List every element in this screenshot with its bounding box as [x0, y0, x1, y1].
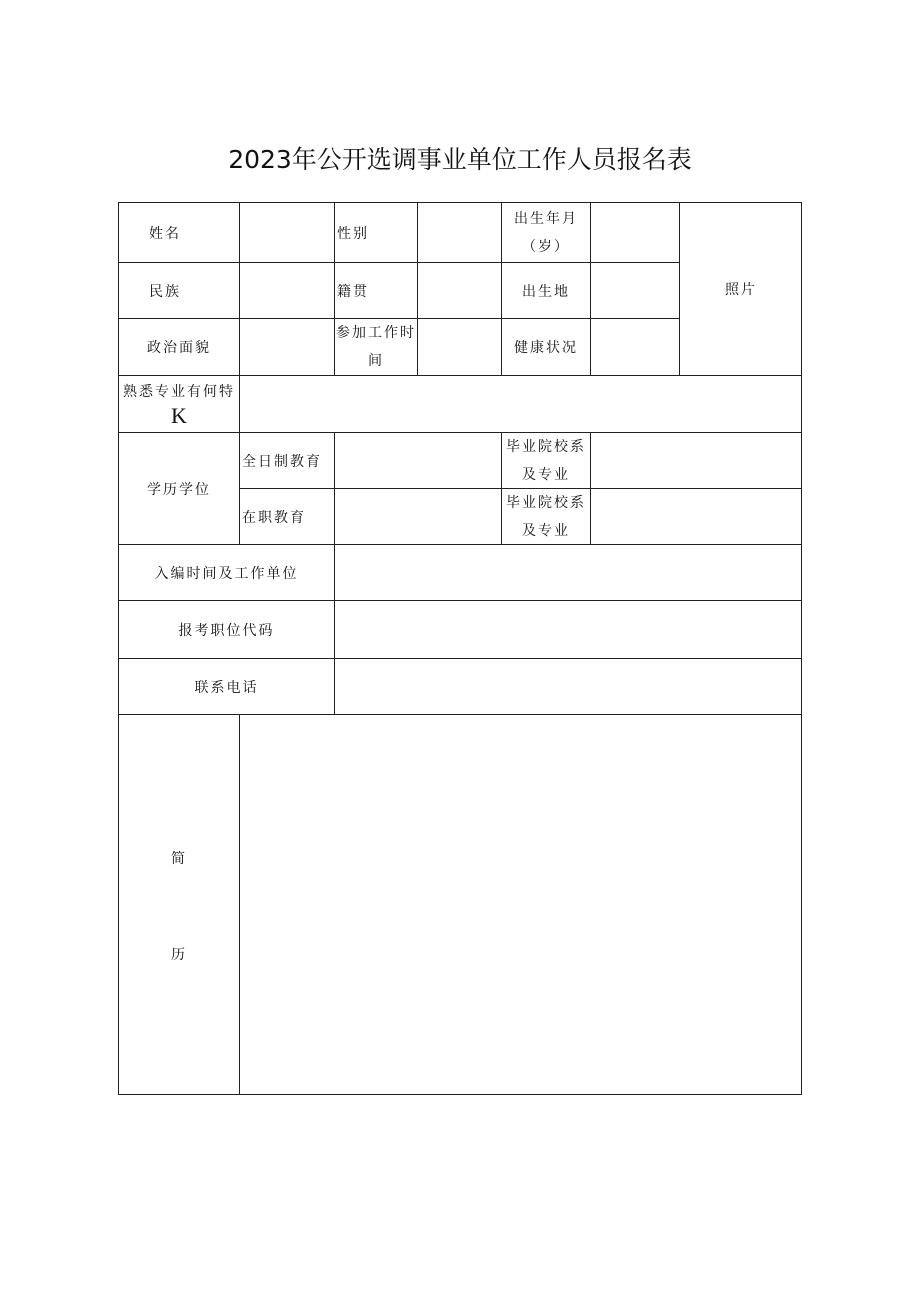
fulltime-school-label-line1: 毕业院校系	[506, 438, 586, 455]
name-field[interactable]	[240, 203, 334, 262]
form-title: 2023年公开选调事业单位工作人员报名表	[228, 145, 692, 174]
inservice-school-label-line1: 毕业院校系	[506, 494, 586, 511]
political-status-field[interactable]	[240, 319, 334, 375]
birth-date-field[interactable]	[591, 203, 679, 262]
birthplace-label: 出生地	[522, 283, 570, 300]
gender-label: 性别	[337, 225, 369, 242]
health-label: 健康状况	[514, 340, 578, 356]
fulltime-education-label: 全日制教育	[242, 453, 322, 470]
ethnicity-label: 民族	[149, 283, 181, 300]
fulltime-school-field[interactable]	[591, 433, 802, 488]
work-start-label	[335, 319, 417, 375]
staffing-field[interactable]	[335, 545, 802, 600]
work-start-label-line2: 间	[368, 353, 384, 369]
fulltime-school-label-line2: 及专业	[522, 466, 570, 483]
resume-field[interactable]	[240, 715, 802, 1095]
fulltime-education-field[interactable]	[335, 433, 501, 488]
inservice-school-field[interactable]	[591, 489, 802, 544]
specialty-label-line1: 熟悉专业有何特	[123, 384, 235, 400]
inservice-education-field[interactable]	[335, 489, 501, 544]
inservice-education-label: 在职教育	[242, 509, 306, 526]
specialty-label-line2: K	[171, 403, 187, 428]
work-start-field[interactable]	[418, 319, 501, 375]
political-status-label: 政治面貌	[147, 340, 211, 356]
name-label: 姓名	[149, 225, 181, 242]
inservice-school-label-line2: 及专业	[522, 522, 570, 539]
resume-label-char1: 简	[171, 851, 187, 867]
photo-box[interactable]: 照片	[725, 282, 757, 298]
inservice-school-label	[502, 489, 590, 544]
resume-label-char2: 历	[171, 947, 187, 963]
gender-field[interactable]	[418, 203, 501, 262]
registration-form-table	[118, 202, 802, 1095]
birthplace-field[interactable]	[591, 263, 679, 318]
ethnicity-field[interactable]	[240, 263, 334, 318]
phone-field[interactable]	[335, 659, 802, 714]
position-code-label: 报考职位代码	[178, 622, 275, 639]
specialty-field[interactable]	[240, 376, 802, 432]
staffing-label: 入编时间及工作单位	[154, 565, 299, 582]
native-place-field[interactable]	[418, 263, 501, 318]
birth-date-label	[502, 203, 590, 262]
native-place-label: 籍贯	[337, 283, 369, 300]
position-code-field[interactable]	[335, 601, 802, 658]
phone-label: 联系电话	[194, 679, 259, 696]
birth-date-label-line2: （岁）	[522, 238, 570, 255]
health-field[interactable]	[591, 319, 679, 375]
specialty-label	[119, 376, 239, 432]
work-start-label-line1: 参加工作时	[336, 325, 416, 341]
birth-date-label-line1: 出生年月	[514, 210, 578, 227]
fulltime-school-label	[502, 433, 590, 488]
education-label: 学历学位	[147, 481, 211, 498]
